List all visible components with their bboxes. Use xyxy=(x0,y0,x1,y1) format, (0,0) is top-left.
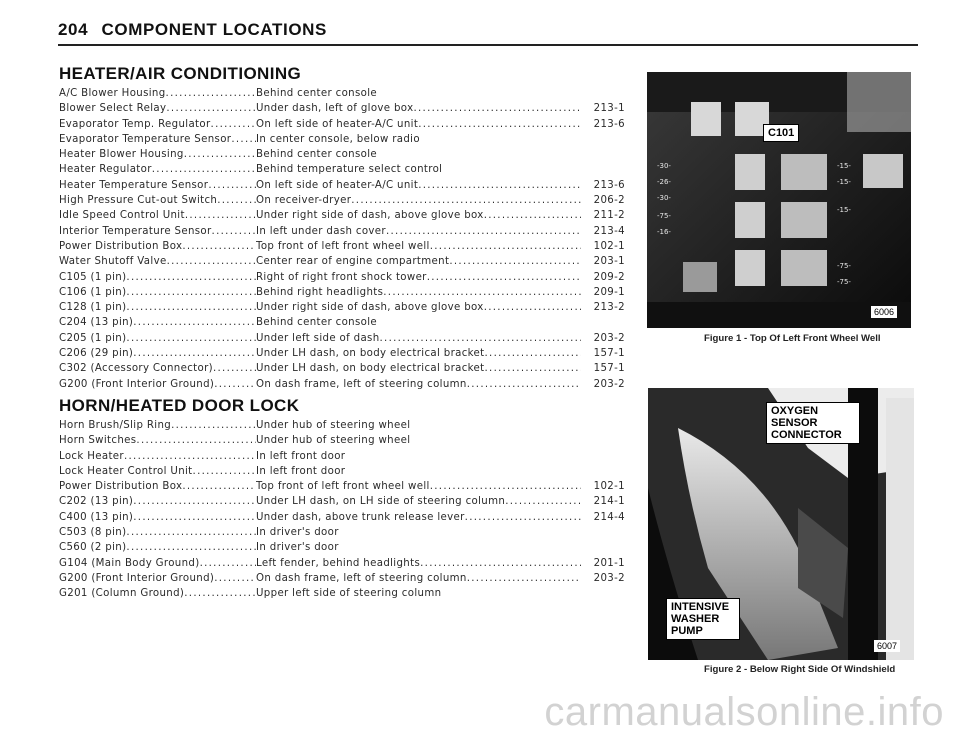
page-reference: 203-2 xyxy=(593,572,625,584)
page-header xyxy=(58,20,327,40)
section-title-hvac: HEATER/AIR CONDITIONING xyxy=(59,64,302,83)
component-location: Under LH dash, on body electrical bracket xyxy=(256,363,485,375)
figure-1-caption: Figure 1 - Top Of Left Front Wheel Well xyxy=(704,333,881,344)
component-location: On left side of heater-A/C unit xyxy=(256,179,419,191)
callout-oxygen-sensor: OXYGEN SENSOR CONNECTOR xyxy=(766,402,860,444)
component-location: In center console, below radio xyxy=(256,133,420,145)
entry-row xyxy=(59,348,625,363)
component-location: Behind temperature select control xyxy=(256,164,443,176)
component-location: Under dash, left of glove box xyxy=(256,103,414,115)
horn-entries xyxy=(59,420,625,604)
component-location: On receiver-dryer xyxy=(256,195,352,207)
component-location: Under hub of steering wheel xyxy=(256,420,411,431)
page-reference: 206-2 xyxy=(593,195,625,207)
component-name: G104 (Main Body Ground) xyxy=(59,557,200,569)
component-name: Lock Heater xyxy=(59,450,124,462)
page-reference: 203-1 xyxy=(593,256,625,268)
page-reference: 203-2 xyxy=(593,378,625,390)
page-reference: 209-1 xyxy=(593,286,625,298)
entry-row xyxy=(59,466,625,481)
svg-text:-15-: -15- xyxy=(837,178,851,186)
component-name: C204 (13 pin) xyxy=(59,317,134,329)
component-location: On left side of heater-A/C unit xyxy=(256,118,419,130)
entry-row xyxy=(59,379,625,394)
entry-row xyxy=(59,512,625,527)
entry-row xyxy=(59,256,625,271)
page-reference: 157-1 xyxy=(593,363,625,375)
component-name: C205 (1 pin) xyxy=(59,332,127,344)
entry-row xyxy=(59,180,625,195)
entry-row xyxy=(59,420,625,435)
entry-row xyxy=(59,573,625,588)
entry-row xyxy=(59,287,625,302)
entry-row xyxy=(59,149,625,164)
svg-text:-75-: -75- xyxy=(837,262,851,270)
component-location: Behind center console xyxy=(256,317,377,329)
entry-row xyxy=(59,210,625,225)
page-number: 204 xyxy=(58,20,89,39)
component-name: Idle Speed Control Unit xyxy=(59,210,185,222)
component-name: Interior Temperature Sensor xyxy=(59,225,212,237)
entry-row xyxy=(59,241,625,256)
component-location: Behind center console xyxy=(256,88,377,99)
component-location: In left front door xyxy=(256,450,346,462)
svg-text:-30-: -30- xyxy=(657,162,671,170)
component-location: Upper left side of steering column xyxy=(256,588,442,600)
component-name: Evaporator Temp. Regulator xyxy=(59,118,211,130)
component-name: Blower Select Relay xyxy=(59,103,167,115)
component-name: A/C Blower Housing xyxy=(59,88,166,99)
figure-2-caption: Figure 2 - Below Right Side Of Windshield xyxy=(704,664,896,675)
component-name: C560 (2 pin) xyxy=(59,542,127,554)
component-name: Horn Brush/Slip Ring xyxy=(59,420,172,431)
entry-row xyxy=(59,195,625,210)
page-reference: 102-1 xyxy=(593,481,625,493)
page-reference: 102-1 xyxy=(593,240,625,252)
component-location: Behind right headlights xyxy=(256,286,384,298)
component-location: In driver's door xyxy=(256,527,339,539)
entry-row xyxy=(59,451,625,466)
section-title-horn: HORN/HEATED DOOR LOCK xyxy=(59,396,300,415)
component-location: Under dash, above trunk release lever xyxy=(256,511,465,523)
entry-row xyxy=(59,435,625,450)
component-name: C105 (1 pin) xyxy=(59,271,127,283)
watermark: carmanualsonline.info xyxy=(544,690,944,734)
component-name: Power Distribution Box xyxy=(59,240,183,252)
component-location: Under LH dash, on body electrical bracket xyxy=(256,348,485,360)
component-name: C128 (1 pin) xyxy=(59,302,127,314)
component-name: Heater Regulator xyxy=(59,164,152,176)
component-name: C503 (8 pin) xyxy=(59,527,127,539)
component-location: Right of right front shock tower xyxy=(256,271,427,283)
page-reference: 213-4 xyxy=(593,225,625,237)
page-reference: 213-1 xyxy=(593,103,625,115)
fuse-box-photo xyxy=(647,72,911,328)
component-name: Lock Heater Control Unit xyxy=(59,465,193,477)
page-reference: 213-6 xyxy=(593,179,625,191)
svg-text:-30-: -30- xyxy=(657,194,671,202)
entry-row xyxy=(59,496,625,511)
figure-2-number: 6007 xyxy=(874,640,900,652)
component-location: Under hub of steering wheel xyxy=(256,435,411,447)
entry-row xyxy=(59,333,625,348)
entry-row xyxy=(59,302,625,317)
component-name: Heater Temperature Sensor xyxy=(59,179,209,191)
svg-text:-16-: -16- xyxy=(657,228,671,236)
component-location: Left fender, behind headlights xyxy=(256,557,421,569)
component-location: In left under dash cover xyxy=(256,225,386,237)
component-location: Top front of left front wheel well xyxy=(256,481,430,493)
entry-row xyxy=(59,226,625,241)
component-location: Under left side of dash xyxy=(256,332,380,344)
figure-2-photo xyxy=(648,388,914,660)
callout-c101: C101 xyxy=(763,124,799,142)
figure-1-number: 6006 xyxy=(871,306,897,318)
entry-row xyxy=(59,119,625,134)
callout-washer-pump: INTENSIVE WASHER PUMP xyxy=(666,598,740,640)
component-name: G200 (Front Interior Ground) xyxy=(59,378,215,390)
component-location: In driver's door xyxy=(256,542,339,554)
component-name: C302 (Accessory Connector) xyxy=(59,363,213,375)
entry-row xyxy=(59,134,625,149)
component-location: Under right side of dash, above glove box xyxy=(256,302,484,314)
page-title: COMPONENT LOCATIONS xyxy=(101,20,327,39)
page-reference: 203-2 xyxy=(593,332,625,344)
component-name: Water Shutoff Valve xyxy=(59,256,167,268)
component-location: On dash frame, left of steering column xyxy=(256,378,467,390)
component-name: C400 (13 pin) xyxy=(59,511,134,523)
entry-row xyxy=(59,88,625,103)
component-name: G200 (Front Interior Ground) xyxy=(59,572,215,584)
entry-row xyxy=(59,363,625,378)
component-name: Evaporator Temperature Sensor xyxy=(59,133,232,145)
hvac-entries xyxy=(59,88,625,394)
page-reference: 209-2 xyxy=(593,271,625,283)
component-location: Under LH dash, on LH side of steering column xyxy=(256,496,506,508)
page-reference: 201-1 xyxy=(593,557,625,569)
page-reference: 213-6 xyxy=(593,118,625,130)
component-name: Heater Blower Housing xyxy=(59,149,184,161)
page-reference: 157-1 xyxy=(593,348,625,360)
page-reference: 211-2 xyxy=(593,210,625,222)
component-name: Power Distribution Box xyxy=(59,481,183,493)
component-name: Horn Switches xyxy=(59,435,137,447)
entry-row xyxy=(59,542,625,557)
figure-1-photo xyxy=(647,72,911,328)
svg-text:-15-: -15- xyxy=(837,206,851,214)
header-rule xyxy=(58,44,918,46)
component-location: Center rear of engine compartment xyxy=(256,256,450,268)
component-location: Under right side of dash, above glove box xyxy=(256,210,484,222)
component-name: High Pressure Cut-out Switch xyxy=(59,195,218,207)
entry-row xyxy=(59,164,625,179)
svg-text:-75-: -75- xyxy=(657,212,671,220)
page-reference: 214-4 xyxy=(593,511,625,523)
component-name: C206 (29 pin) xyxy=(59,348,134,360)
entry-row xyxy=(59,272,625,287)
svg-text:-15-: -15- xyxy=(837,162,851,170)
page-reference: 214-1 xyxy=(593,496,625,508)
component-name: C202 (13 pin) xyxy=(59,496,134,508)
entry-row xyxy=(59,317,625,332)
component-name: C106 (1 pin) xyxy=(59,286,127,298)
component-name: G201 (Column Ground) xyxy=(59,588,185,600)
svg-text:-75-: -75- xyxy=(837,278,851,286)
entry-row xyxy=(59,103,625,118)
svg-text:-26-: -26- xyxy=(657,178,671,186)
entry-row xyxy=(59,558,625,573)
component-location: In left front door xyxy=(256,465,346,477)
entry-row xyxy=(59,588,625,603)
component-location: Behind center console xyxy=(256,149,377,161)
entry-row xyxy=(59,527,625,542)
entry-row xyxy=(59,481,625,496)
page-reference: 213-2 xyxy=(593,302,625,314)
component-location: Top front of left front wheel well xyxy=(256,240,430,252)
component-location: On dash frame, left of steering column xyxy=(256,572,467,584)
